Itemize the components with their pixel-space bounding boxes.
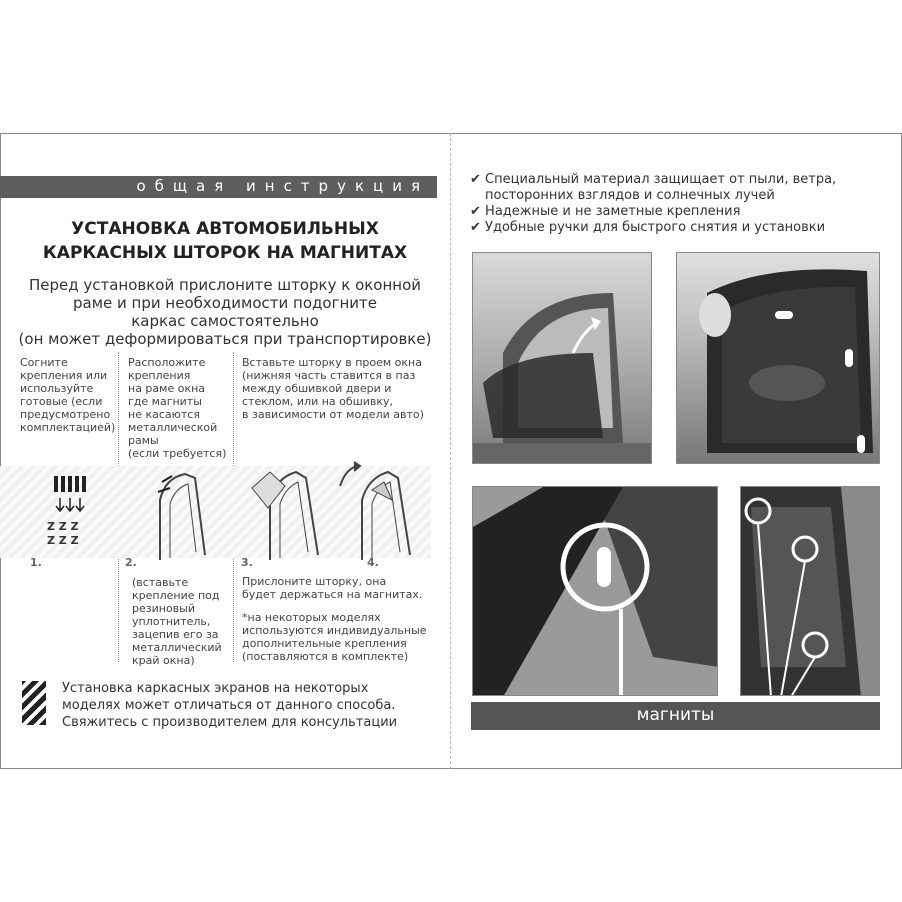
arrow-down-icon bbox=[56, 498, 84, 511]
step-number: 1. bbox=[30, 556, 42, 569]
text-line: между обшивкой двери и bbox=[242, 382, 392, 395]
features-list bbox=[470, 172, 836, 236]
feature-item bbox=[470, 204, 836, 220]
photo-caption: магниты bbox=[636, 705, 715, 725]
text-line: стеклом, или на обшивку, bbox=[242, 395, 394, 408]
photo-caption-bar bbox=[471, 702, 880, 730]
door-frame-illustration bbox=[340, 462, 410, 560]
check-icon: ✔ bbox=[470, 220, 481, 235]
text-line: резиновый bbox=[132, 602, 195, 615]
text-line: *на некоторых моделях bbox=[242, 611, 381, 624]
fold-divider bbox=[450, 133, 451, 769]
text-line: комплектацией) bbox=[20, 421, 116, 434]
step3-text bbox=[242, 356, 424, 421]
step-number: 4. bbox=[367, 556, 379, 569]
step-number: 2. bbox=[125, 556, 137, 569]
text-line: крепление под bbox=[132, 589, 220, 602]
photo-magnet-closeup bbox=[472, 486, 718, 696]
intro-line: (он может деформироваться при транспортировке) bbox=[18, 330, 432, 348]
text-line: рамы bbox=[128, 434, 159, 447]
text-line: на раме окна bbox=[128, 382, 206, 395]
feature-item bbox=[470, 220, 836, 236]
feature-item bbox=[470, 188, 836, 204]
feature-item bbox=[470, 172, 836, 188]
text-line: металлической bbox=[128, 421, 218, 434]
magnet-closeup-photo bbox=[473, 487, 718, 696]
text-line: (нижняя часть ставится в паз bbox=[242, 369, 416, 382]
svg-text:Z Z Z: Z Z Z bbox=[47, 520, 79, 533]
clips-icon bbox=[54, 476, 86, 492]
check-icon: ✔ bbox=[470, 204, 481, 219]
title-line-2: КАРКАСНЫХ ШТОРОК НА МАГНИТАХ bbox=[42, 243, 408, 263]
text-line: Прислоните шторку, она bbox=[242, 575, 387, 588]
text-line: Вставьте шторку в проем окна bbox=[242, 356, 422, 369]
door-frame-illustration bbox=[158, 474, 205, 560]
text-line: где магниты bbox=[128, 395, 202, 408]
text-line: зацепив его за bbox=[132, 628, 219, 641]
feature-text: Удобные ручки для быстрого снятия и установки bbox=[485, 220, 826, 235]
text-line: крепления или bbox=[20, 369, 108, 382]
intro-line: Перед установкой прислоните шторку к оконной bbox=[28, 276, 422, 294]
section-band bbox=[0, 176, 437, 198]
magnet-icon bbox=[47, 520, 79, 547]
feature-text: Специальный материал защищает от пыли, ветра, bbox=[485, 172, 837, 187]
text-line: готовые (если bbox=[20, 395, 103, 408]
text-line: крепления bbox=[128, 369, 191, 382]
steps-illustration bbox=[0, 460, 431, 570]
car-door-photo bbox=[677, 253, 880, 464]
intro-line: каркас самостоятельно bbox=[131, 312, 319, 330]
text-line: Расположите bbox=[128, 356, 206, 369]
text-line: не касаются bbox=[128, 408, 200, 421]
feature-text: Надежные и не заметные крепления bbox=[485, 204, 741, 219]
text-line: используются индивидуальные bbox=[242, 624, 427, 637]
text-line: (вставьте bbox=[132, 576, 189, 589]
photo-installing-shade bbox=[472, 252, 652, 464]
text-line: край окна) bbox=[132, 654, 195, 667]
text-line: Свяжитесь с производителем для консультации bbox=[62, 715, 398, 730]
footnote bbox=[242, 611, 427, 663]
text-line: Согните bbox=[20, 356, 68, 369]
text-line: моделях может отличаться от данного способа. bbox=[62, 698, 396, 713]
door-frame-illustration bbox=[252, 472, 318, 560]
text-line: предусмотрено bbox=[20, 408, 111, 421]
step34-note bbox=[242, 575, 422, 601]
text-line: будет держаться на магнитах. bbox=[242, 588, 423, 601]
text-line: Установка каркасных экранов на некоторых bbox=[62, 681, 369, 696]
text-line: (поставляются в комплекте) bbox=[242, 650, 409, 663]
text-line: металлический bbox=[132, 641, 222, 654]
step-number: 3. bbox=[241, 556, 253, 569]
photo-magnet-positions bbox=[740, 486, 880, 696]
text-line: (если требуется) bbox=[128, 447, 227, 460]
step2-note bbox=[132, 576, 222, 667]
photo-shade-in-frame bbox=[676, 252, 880, 464]
svg-text:Z Z Z: Z Z Z bbox=[47, 534, 79, 547]
step2-text bbox=[128, 356, 226, 460]
feature-text: посторонних взглядов и солнечных лучей bbox=[485, 188, 775, 203]
car-door-photo bbox=[473, 253, 652, 464]
text-line: уплотнитель, bbox=[132, 615, 211, 628]
hatch-icon bbox=[22, 681, 46, 725]
intro-line: раме и при необходимости подогните bbox=[73, 294, 377, 312]
section-band-label: общая инструкция bbox=[136, 177, 429, 195]
check-icon: ✔ bbox=[470, 172, 481, 187]
text-line: дополнительные крепления bbox=[242, 637, 407, 650]
magnet-positions-photo bbox=[741, 487, 880, 696]
bottom-note bbox=[62, 680, 397, 731]
text-line: в зависимости от модели авто) bbox=[242, 408, 424, 421]
title-line-1: УСТАНОВКА АВТОМОБИЛЬНЫХ bbox=[71, 219, 379, 239]
text-line: используйте bbox=[20, 382, 94, 395]
step1-text bbox=[20, 356, 115, 434]
